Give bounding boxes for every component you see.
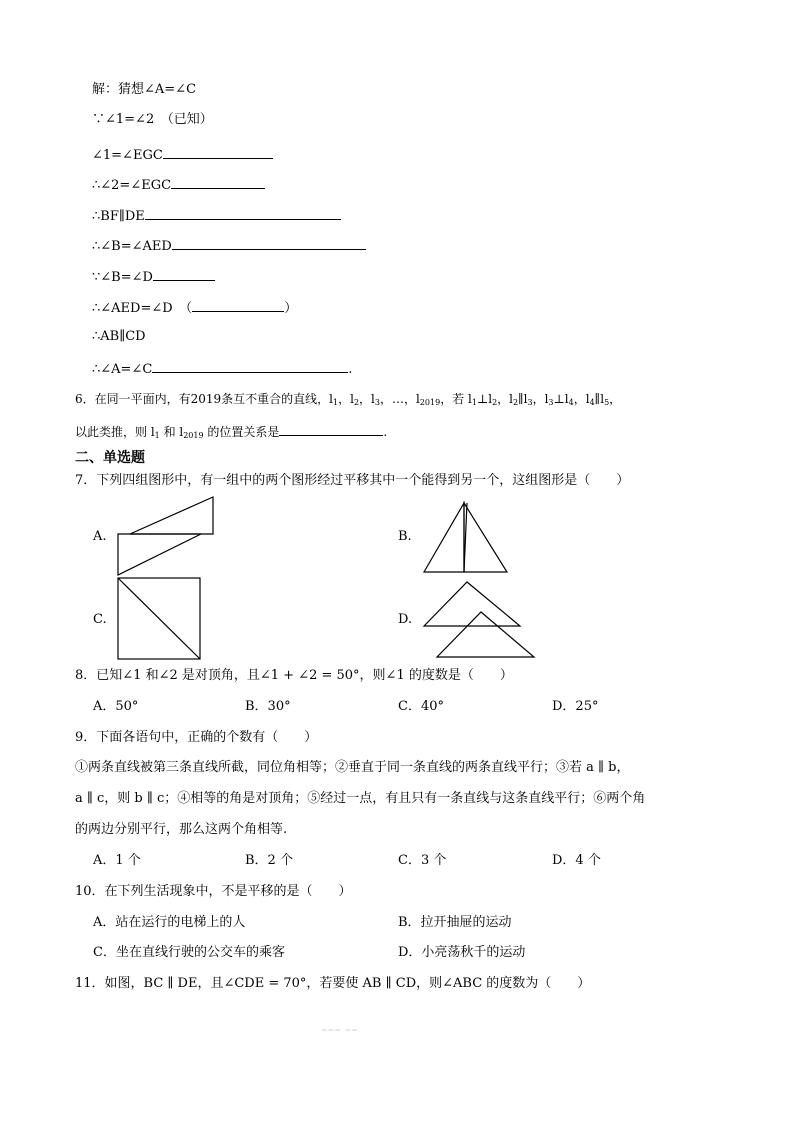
subscript: 4 [568, 398, 574, 407]
proof-line-5 [92, 205, 341, 226]
q8-option-c[interactable]: C．40° [398, 699, 444, 714]
proof-line-2: ∵∠1=∠2 （已知） [92, 112, 213, 127]
q10-option-b[interactable]: B．拉开抽屉的运动 [398, 915, 512, 930]
subscript: 1 [333, 398, 339, 407]
proof-end: . [348, 362, 353, 377]
q9-stem: 9．下面各语句中，正确的个数有（ ） [75, 730, 318, 745]
proof-text-6: ∴∠B=∠AED [92, 239, 172, 254]
q10-option-d[interactable]: D．小亮荡秋千的运动 [398, 945, 526, 960]
q7-stem: 7．下列四组图形中，有一组中的两个图形经过平移其中一个能得到另一个，这组图形是（ ） [75, 473, 630, 488]
answer-blank[interactable] [279, 421, 383, 436]
q6-text: ⊥l [553, 392, 569, 406]
q6-text: 以此类推，则 l [75, 425, 155, 439]
answer-blank[interactable] [192, 297, 284, 312]
q9-option-c[interactable]: C．3 个 [398, 853, 447, 868]
subscript: 1 [154, 431, 160, 440]
q7-option-d-label[interactable]: D. [398, 612, 413, 627]
q6-text: ，l [338, 392, 354, 406]
q6-text: 的位置关系是 [203, 425, 280, 439]
proof-text-4: ∴∠2=∠EGC [92, 178, 172, 193]
q11-stem: 11．如图，BC ∥ DE，且∠CDE = 70°，若要使 AB ∥ CD，则∠ABC 的度数为（ ） [75, 976, 591, 991]
triangle-shape [437, 612, 534, 657]
subscript: 2019 [419, 398, 441, 407]
q6-text: ， [609, 392, 622, 406]
q6-text: ⊥l [476, 392, 493, 406]
subscript: 2 [492, 398, 498, 407]
q6-line-2 [75, 421, 387, 445]
q6-text: ，l [359, 392, 375, 406]
q10-stem: 10．在下列生活现象中，不是平移的是（ ） [75, 884, 352, 899]
proof-line-8 [92, 297, 297, 318]
answer-blank[interactable] [172, 235, 366, 250]
q9-option-a[interactable]: A．1 个 [93, 853, 141, 868]
answer-blank[interactable] [163, 144, 273, 159]
subscript: 4 [589, 398, 595, 407]
subscript: 3 [527, 398, 533, 407]
proof-line-4 [92, 174, 265, 195]
answer-blank[interactable] [145, 205, 341, 220]
q9-body-line-3: 的两边分别平行，那么这两个角相等. [75, 822, 288, 837]
q9-body-line-1: ①两条直线被第三条直线所截，同位角相等；②垂直于同一条直线的两条直线平行；③若 a ∥ b， [75, 760, 630, 775]
subscript: 3 [374, 398, 380, 407]
answer-blank[interactable] [171, 174, 265, 189]
proof-line-3 [92, 144, 273, 165]
q6-text: ，若 l [440, 392, 472, 406]
proof-text-8a: ∴∠AED=∠D （ [92, 301, 193, 316]
triangle-shape [118, 534, 201, 575]
q7-option-b-label[interactable]: B. [398, 529, 412, 544]
q6-line-1 [75, 390, 621, 412]
proof-text-3: ∠1=∠EGC [92, 148, 163, 163]
subscript: 2 [353, 398, 360, 407]
square-shape [118, 578, 200, 659]
answer-blank[interactable] [153, 266, 215, 281]
subscript: 3 [548, 398, 554, 407]
triangle-shape [130, 497, 213, 534]
subscript: 2019 [183, 431, 204, 440]
q8-option-b[interactable]: B．30° [245, 699, 291, 714]
subscript: 2 [513, 398, 519, 407]
q6-end: . [383, 425, 388, 439]
q6-text: ，l [497, 392, 513, 406]
q9-option-d[interactable]: D．4 个 [552, 853, 601, 868]
subscript: 5 [604, 398, 610, 407]
proof-text-10: ∴∠A=∠C [92, 362, 153, 377]
q10-option-c[interactable]: C．坐在直线行驶的公交车的乘客 [93, 945, 285, 960]
proof-text-7: ∵∠B=∠D [92, 270, 153, 285]
proof-line-1: 解：猜想∠A=∠C [92, 82, 197, 97]
q10-option-a[interactable]: A．站在运行的电梯上的人 [93, 915, 246, 930]
answer-blank[interactable] [152, 358, 348, 373]
q8-option-a[interactable]: A．50° [93, 699, 139, 714]
q6-text: 和 l [159, 425, 184, 439]
proof-line-9: ∴AB∥CD [92, 329, 146, 344]
proof-line-10 [92, 358, 352, 379]
q7-option-c-label[interactable]: C. [93, 612, 107, 627]
triangle-shape [464, 503, 507, 572]
q6-text: ，l [573, 392, 590, 406]
q8-stem: 8．已知∠1 和∠2 是对顶角，且∠1 + ∠2 = 50°，则∠1 的度数是（ ） [75, 668, 513, 683]
diagonal-line [118, 578, 200, 659]
q8-option-d[interactable]: D．25° [552, 699, 599, 714]
q6-prefix: 6．在同一平面内，有2019条互不重合的直线，l [75, 392, 334, 406]
footer-watermark: ▁▁▁ ▁▁ [322, 1024, 359, 1031]
q9-body-line-2: a ∥ c，则 b ∥ c；④相等的角是对顶角；⑤经过一点，有且只有一条直线与这条直线平行；⑥两个角 [75, 791, 646, 806]
subscript: 1 [471, 398, 477, 407]
q9-option-b[interactable]: B．2 个 [245, 853, 293, 868]
proof-line-7 [92, 266, 215, 287]
proof-text-8b: ） [284, 301, 298, 316]
q6-text: ∥l [518, 392, 528, 406]
triangle-shape [424, 503, 464, 572]
q6-text: ，…，l [379, 392, 420, 406]
proof-text-5: ∴BF∥DE [92, 209, 145, 224]
q7-option-a-label[interactable]: A. [93, 529, 107, 544]
q6-text: ，l [532, 392, 549, 406]
triangle-shape [424, 582, 520, 626]
divider-line [464, 503, 467, 572]
proof-line-6 [92, 235, 366, 256]
section-heading: 二、单选题 [75, 450, 145, 466]
q6-text: ∥l [594, 392, 605, 406]
